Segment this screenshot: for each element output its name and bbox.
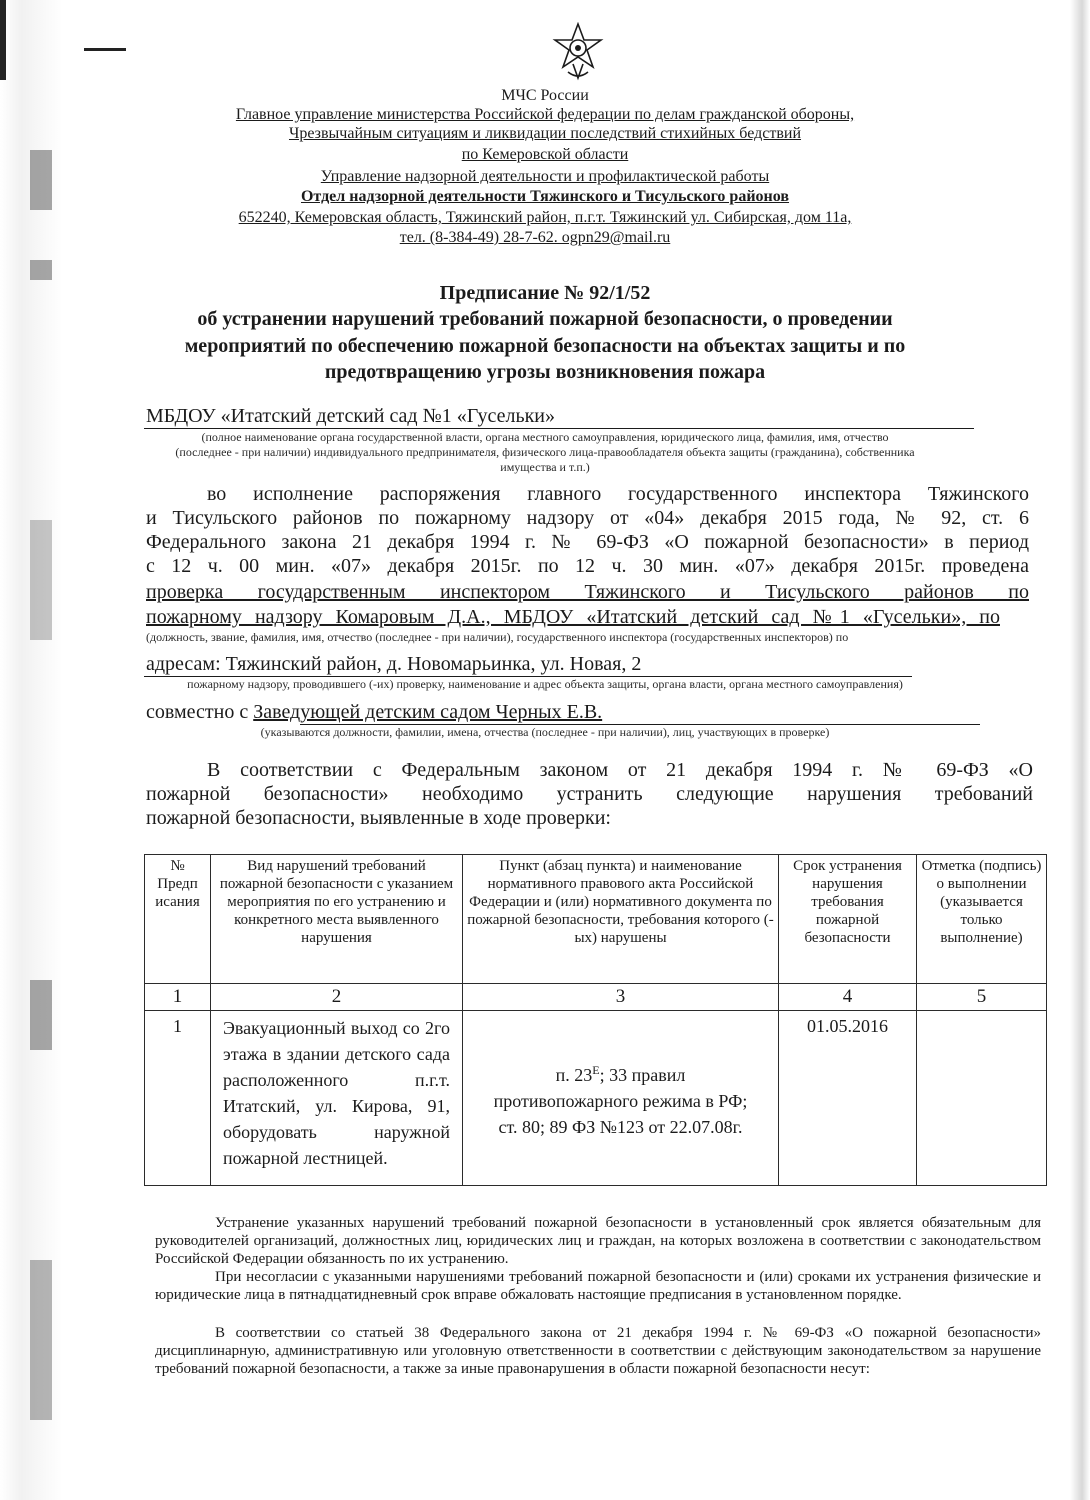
column-number: 3 <box>463 984 779 1011</box>
office-address: 652240, Кемеровская область, Тяжинский район, п.г.т. Тяжинский ул. Сибирская, дом 11а, <box>238 209 852 226</box>
intro-line-2: пожарной безопасности» необходимо устранить следующие нарушения требований <box>146 783 1033 805</box>
row-deadline: 01.05.2016 <box>779 1011 917 1186</box>
scan-streak <box>30 520 52 640</box>
document-subtitle-1: об устранении нарушений требований пожарной безопасности, о проведении <box>197 308 893 330</box>
basis-line-6: пожарному надзору Комаровым Д.А., МБДОУ «Итатский детский сад №1 «Гусельки», по <box>146 606 1000 628</box>
recipient-name: МБДОУ «Итатский детский сад №1 «Гусельки» <box>146 405 556 427</box>
inspection-address: адресам: Тяжинский район, д. Новомарьинка, ул. Новая, 2 <box>146 653 642 675</box>
table-header-row <box>145 855 1047 984</box>
row-violation: Эвакуационный выход со 2го этажа в здании детского сада расположенного п.г.т. Итатский, ул. Кирова, 91, оборудовать наружной пожарной лестницей. <box>211 1011 463 1186</box>
inspector-hint: (должность, звание, фамилия, имя, отчество (последнее - при наличии), государственного инспектора (государственных инспекторов) по <box>146 630 849 644</box>
directorate-line-2: Чрезвычайным ситуациям и ликвидации последствий стихийных бедствий <box>288 125 802 142</box>
scan-dash-mark <box>84 48 126 51</box>
intro-line-1: В соответствии с Федеральным законом от 21 декабря 1994 г. № 69-ФЗ «О <box>207 759 1033 781</box>
basis-line-2: и Тисульского районов по пожарному надзору от «04» декабря 2015 года, № 92, ст. 6 <box>146 507 1029 529</box>
document-subtitle-3: предотвращению угрозы возникновения пожара <box>324 361 766 383</box>
participants-value: Заведующей детским садом Черных Е.В. <box>253 701 603 723</box>
basis-line-5: проверка государственным инспектором Тяжинского и Тисульского районов по <box>146 581 1029 603</box>
participants-prefix: совместно с <box>146 701 254 723</box>
column-number-row <box>145 984 1047 1011</box>
directorate-line-3: по Кемеровской области <box>461 146 629 163</box>
row-clause: п. $23^Е$; 33 правил противопожарного режима в РФ; ст. 80; 89 ФЗ №123 от 22.07.08г. <box>463 1011 779 1186</box>
recipient-hint-2: (последнее - при наличии) индивидуального предпринимателя, физического лица-правообладателя объекта защиты (гражданина), собственника <box>175 445 915 459</box>
recipient-underline <box>144 428 974 429</box>
department-name: Управление надзорной деятельности и профилактической работы <box>320 168 770 185</box>
document-subtitle-2: мероприятий по обеспечению пожарной безопасности на объектах защиты и по <box>184 335 906 357</box>
paragraph-appeal: При несогласии с указанными нарушениями требований пожарной безопасности и (или) сроками их устранения физические и юридические лица в пятнадцатидневный срок вправе обжаловать настоящие предписания в установленном порядке. <box>155 1269 1041 1303</box>
basis-line-1: во исполнение распоряжения главного государственного инспектора Тяжинского <box>207 483 1029 505</box>
paragraph-obligation: Устранение указанных нарушений требований пожарной безопасности в установленный срок является обязательным для руководителей организаций, должностных лиц, юридических лиц и граждан, на которых возложена в соответствии с законодательством Российской Федерации обязанность по их устранению. <box>155 1215 1041 1267</box>
column-number: 5 <box>917 984 1047 1011</box>
column-number: 4 <box>779 984 917 1011</box>
header-cell-deadline: Срок устранения нарушения требования пожарной безопасности <box>779 855 917 984</box>
intro-line-3: пожарной безопасности, выявленные в ходе проверки: <box>146 807 611 829</box>
scan-streak <box>30 1260 52 1420</box>
header-cell-mark: Отметка (подпись) о выполнении (указывается только выполнение) <box>917 855 1047 984</box>
scan-edge-mark <box>0 0 6 80</box>
participants <box>146 700 602 724</box>
basis-line-3: Федерального закона 21 декабря 1994 г. № 69-ФЗ «О пожарной безопасности» в период <box>146 531 1029 553</box>
recipient-hint-1: (полное наименование органа государственной власти, органа местного самоуправления, юридического лица, фамилия, имя, отчество <box>201 430 889 444</box>
office-name: Отдел надзорной деятельности Тяжинского и Тисульского районов <box>300 188 790 205</box>
address-hint: пожарному надзору, проводившего (-их) проверку, наименование и адрес объекта защиты, органа власти, органа местного самоуправления) <box>187 677 903 691</box>
row-number: 1 <box>145 1011 211 1186</box>
document-title: Предписание № 92/1/52 <box>439 282 651 304</box>
header-cell-clause: Пункт (абзац пункта) и наименование нормативного правового акта Российской Федерации и (или) нормативного документа по пожарной безопасности, требования которого (-ых) нарушены <box>463 855 779 984</box>
scan-streak <box>30 260 52 280</box>
column-number: 2 <box>211 984 463 1011</box>
header-cell-violation: Вид нарушений требований пожарной безопасности с указанием мероприятия по его устранению и конкретного места выявленного нарушения <box>211 855 463 984</box>
row-mark <box>917 1011 1047 1186</box>
basis-line-4: с 12 ч. 00 мин. «07» декабря 2015г. по 12 ч. 30 мин. «07» декабря 2015г. проведена <box>146 555 1029 577</box>
scan-streak <box>30 980 52 1050</box>
column-number: 1 <box>145 984 211 1011</box>
header-cell-number: № Предп исания <box>145 855 211 984</box>
directorate-line-1: Главное управление министерства Российской федерации по делам гражданской обороны, <box>235 106 855 123</box>
participants-hint: (указываются должности, фамилии, имена, отчества (последнее - при наличии), лиц, участвующих в проверке) <box>260 725 830 739</box>
emchs-emblem-icon <box>551 22 605 82</box>
office-contacts: тел. (8-384-49) 28-7-62. ogpn29@mail.ru <box>399 229 671 246</box>
ministry-name: МЧС России <box>501 87 589 104</box>
paragraph-liability: В соответствии со статьей 38 Федерального закона от 21 декабря 1994 г. № 69-ФЗ «О пожарной безопасности» дисциплинарную, административную или уголовную ответственности в соответствии с действующим законодательством за нарушение требований пожарной безопасности, а также за иные правонарушения в области пожарной безопасности несут: <box>155 1325 1041 1377</box>
table-row <box>145 1011 1047 1186</box>
violations-table <box>144 854 1047 1186</box>
recipient-hint-3: имущества и т.п.) <box>500 460 590 474</box>
